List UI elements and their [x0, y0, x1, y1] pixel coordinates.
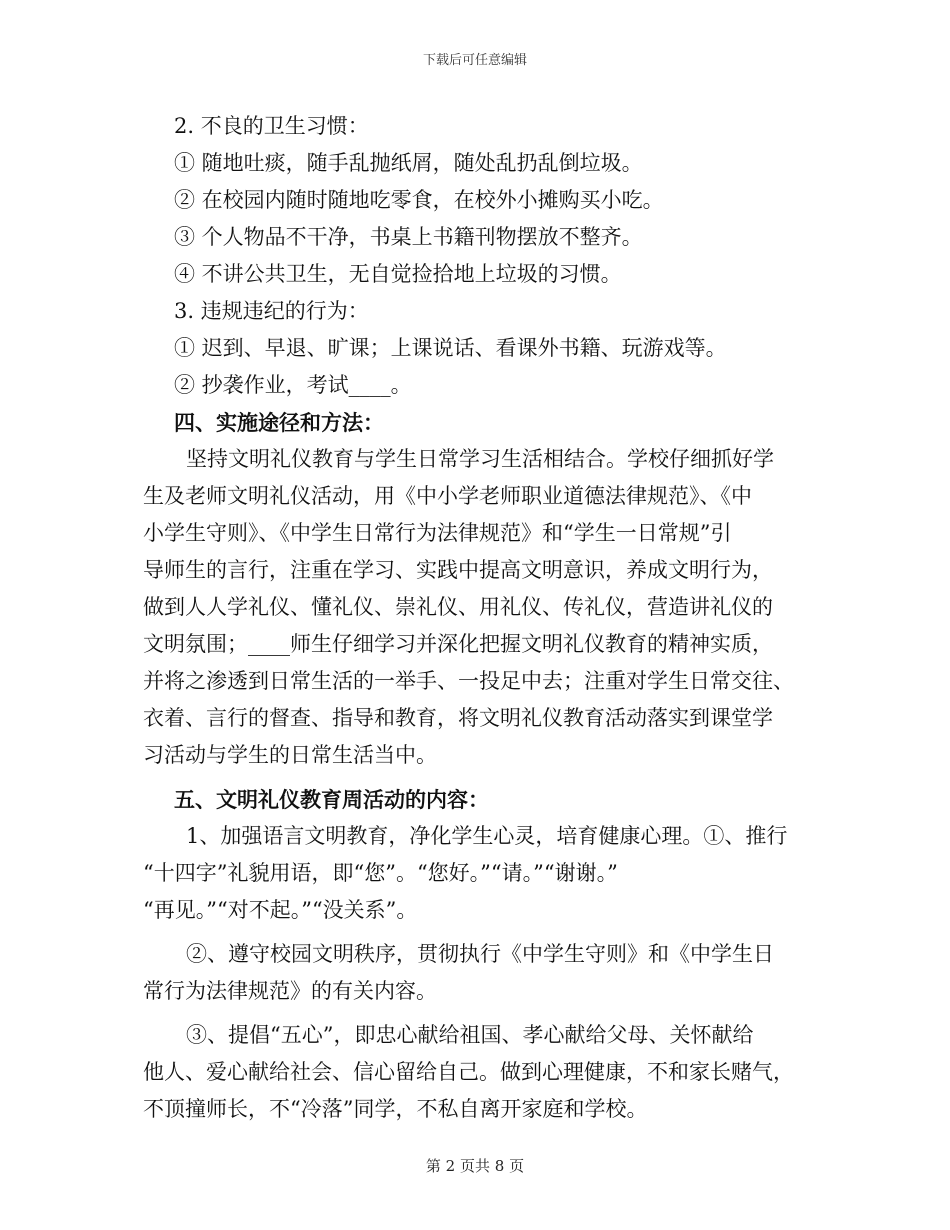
list-item: ① 迟到、早退、旷课；上课说话、看课外书籍、玩游戏等。 [174, 336, 727, 360]
list-item: ② 抄袭作业，考试____。 [174, 373, 412, 397]
paragraph-line: 生及老师文明礼仪活动，用《中小学老师职业道德法律规范》、《中 [143, 484, 752, 508]
paragraph-line: ③、提倡“五心”，即忠心献给祖国、孝心献给父母、关怀献给 [186, 1023, 754, 1047]
paragraph-line: ②、遵守校园文明秩序，贯彻执行《中学生守则》和《中学生日 [186, 942, 774, 966]
paragraph-line: 小学生守则》、《中学生日常行为法律规范》和“学生一日常规”引 [143, 521, 732, 545]
paragraph-line: “十四字”礼貌用语，即“您”。“您好。”“请。”“谢谢。” [143, 861, 618, 885]
list-item: ③ 个人物品不干净，书桌上书籍刊物摆放不整齐。 [174, 225, 643, 249]
page-number: 第 2 页共 8 页 [425, 1157, 525, 1175]
page-header-note: 下载后可任意编辑 [422, 53, 527, 68]
section-heading-activities: 五、文明礼仪教育周活动的内容： [174, 787, 489, 812]
document-body [143, 108, 811, 1128]
list-item: ① 随地吐痰，随手乱抛纸屑，随处乱扔乱倒垃圾。 [174, 151, 643, 175]
paragraph-line: “再见。”“对不起。”“没关系”。 [143, 898, 418, 922]
list-item: ④ 不讲公共卫生，无自觉捡拾地上垃圾的习惯。 [174, 262, 622, 286]
paragraph-line: 文明氛围；____师生仔细学习并深化把握文明礼仪教育的精神实质， [143, 632, 773, 656]
subheading-discipline: 3. 违规违纪的行为： [174, 299, 369, 323]
subheading-hygiene-habits: 2. 不良的卫生习惯： [174, 114, 369, 138]
paragraph-line: 他人、爱心献给社会、信心留给自己。做到心理健康，不和家长赌气， [143, 1060, 794, 1084]
paragraph-line: 导师生的言行，注重在学习、实践中提高文明意识，养成文明行为， [143, 558, 773, 582]
paragraph-line: 并将之渗透到日常生活的一举手、一投足中去；注重对学生日常交往、 [143, 669, 794, 693]
list-item: ② 在校园内随时随地吃零食，在校外小摊购买小吃。 [174, 188, 664, 212]
paragraph-line: 不顶撞师长，不“冷落”同学，不私自离开家庭和学校。 [143, 1097, 648, 1121]
paragraph-line: 衣着、言行的督查、指导和教育，将文明礼仪教育活动落实到课堂学 [143, 706, 773, 730]
paragraph-line: 常行为法律规范》的有关内容。 [143, 979, 437, 1003]
section-heading-methods: 四、实施途径和方法： [174, 410, 384, 435]
paragraph-line: 1、加强语言文明教育，净化学生心灵，培育健康心理。①、推行 [186, 824, 788, 848]
paragraph-line: 坚持文明礼仪教育与学生日常学习生活相结合。学校仔细抓好学 [186, 447, 774, 471]
paragraph-line: 习活动与学生的日常生活当中。 [143, 743, 437, 767]
paragraph-line: 做到人人学礼仪、懂礼仪、崇礼仪、用礼仪、传礼仪，营造讲礼仪的 [143, 595, 773, 619]
